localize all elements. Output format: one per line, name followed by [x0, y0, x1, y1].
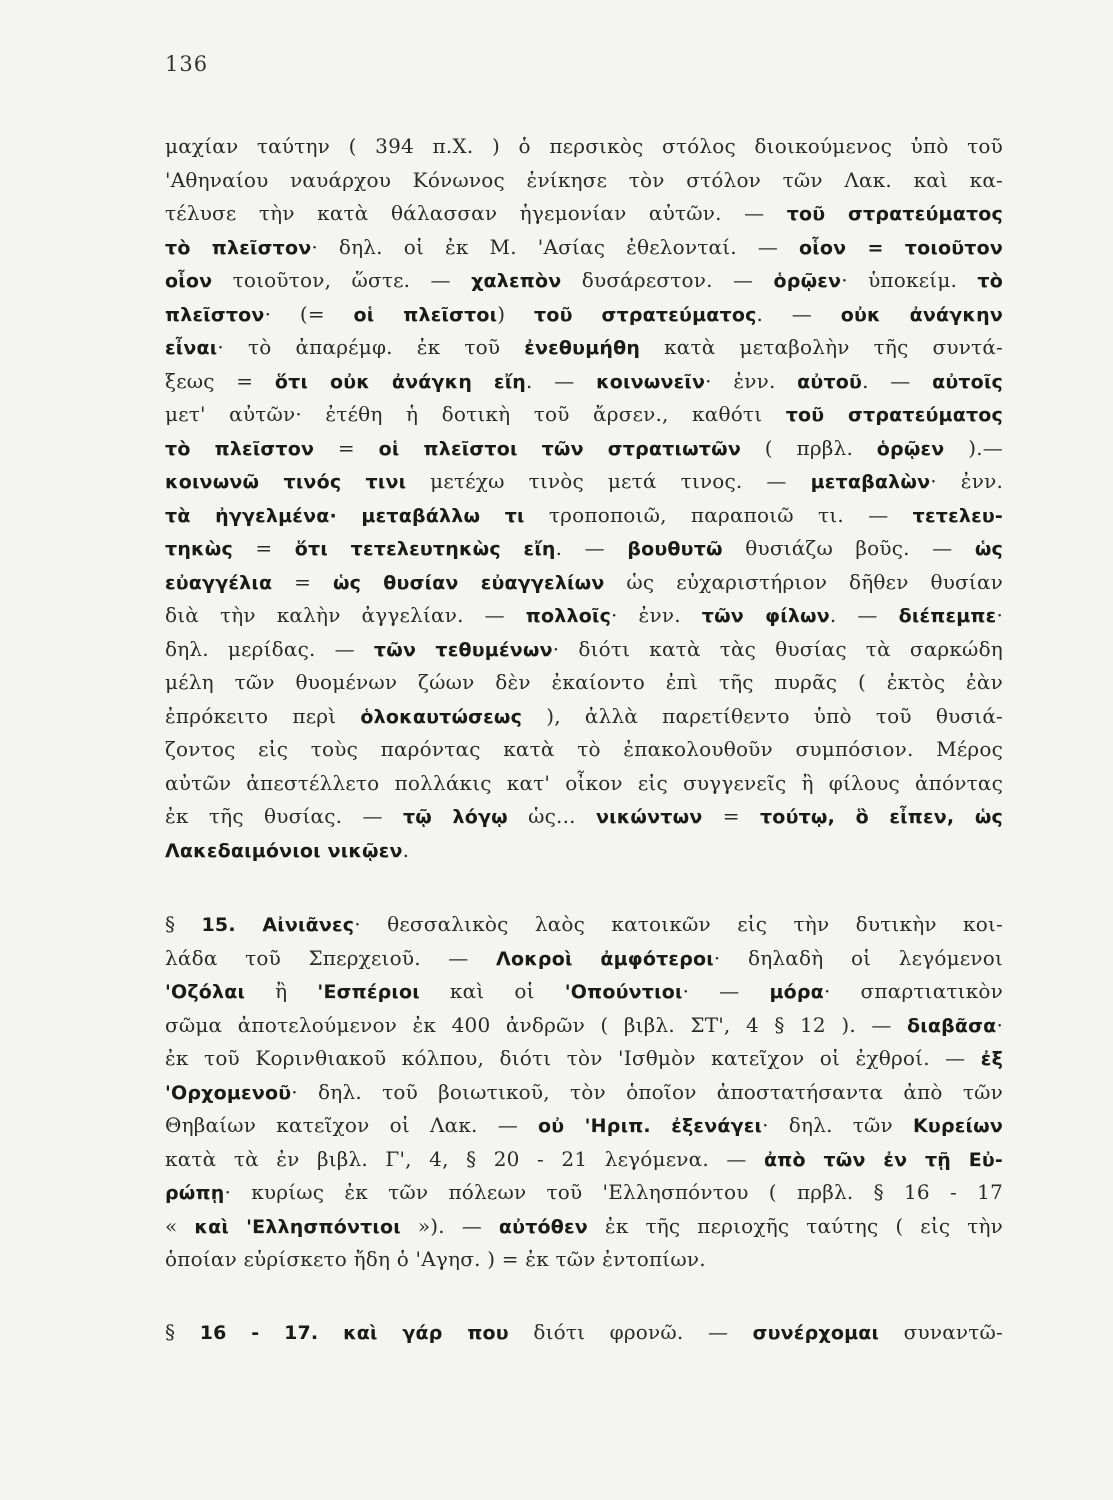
text-line: « καὶ 'Ελλησπόντιοι »). — αὐτόθεν ἐκ τῆς περιοχῆς ταύτης ( εἰς τὴν	[165, 1213, 1003, 1238]
text-line: ὁποίαν εὑρίσκετο ἤδη ὁ 'Αγησ. ) = ἐκ τῶν ἐντοπίων.	[165, 1247, 706, 1271]
bold-term: Λοκροὶ ἀμφότεροι	[496, 947, 714, 970]
bold-term: Κυρείων	[913, 1115, 1003, 1137]
bold-term: καὶ 'Ελλησπόντιοι	[194, 1215, 401, 1238]
bold-term: ὅτι τετελευτηκὼς εἴη	[294, 538, 556, 560]
bold-term: οὐ 'Ηριπ. ἐξενάγει	[538, 1115, 763, 1137]
bold-term: τῶν τεθυμένων	[373, 638, 553, 661]
bold-term: οἱ πλεῖστοι	[353, 303, 498, 326]
bold-term: βουθυτῶ	[627, 538, 723, 560]
text-line: μέλη τῶν θυομένων ζώων δὲν ἐκαίοντο ἐπὶ τῆς πυρᾶς ( ἐκτὸς ἐὰν	[165, 670, 1003, 694]
text-line: κοινωνῶ τινός τινι μετέχω τινὸς μετά τινος. — μεταβαλὼν· ἐνν.	[165, 469, 1003, 493]
text-line: εὐαγγέλια = ὡς θυσίαν εὐαγγελίων ὡς εὐχαριστήριον δῆθεν θυσίαν	[165, 569, 1003, 594]
text-line: εἶναι· τὸ ἀπαρέμφ. ἐκ τοῦ ἐνεθυμήθη κατὰ μεταβολὴν τῆς συντά-	[165, 335, 1003, 359]
paragraph-commentary-1	[165, 130, 1003, 867]
bold-term: ὁρῷεν	[876, 437, 945, 460]
bold-term: τηκὼς	[165, 538, 233, 560]
bold-term: τὰ ἠγγελμένα· μεταβάλλω τι	[165, 504, 525, 527]
bold-term: συνέρχομαι	[752, 1322, 880, 1344]
bold-term: ἐνεθυμήθη	[524, 337, 641, 359]
bold-term: αὐτόθεν	[498, 1215, 588, 1238]
bold-term: εὐαγγέλια	[165, 571, 273, 594]
text-line: ρώπῃ· κυρίως ἐκ τῶν πόλεων τοῦ 'Ελλησπόντου ( πρβλ. § 16 - 17	[165, 1180, 1003, 1204]
page-number: 136	[165, 52, 209, 76]
bold-term: 'Οπούντιοι	[564, 981, 683, 1003]
paragraph-section-15	[165, 908, 1003, 1277]
bold-term: τοῦ στρατεύματος	[534, 303, 757, 326]
bold-term: μόρα	[769, 981, 824, 1003]
bold-term: Λακεδαιμόνιοι νικῷεν	[165, 839, 403, 862]
bold-term: οὐκ ἀνάγκην	[840, 303, 1003, 326]
bold-term: ὅτι οὐκ ἀνάγκη εἴη	[274, 370, 527, 393]
bold-term: ἀπὸ τῶν ἐν τῇ Εὐ-	[764, 1148, 1003, 1171]
bold-term: οἷον	[165, 270, 213, 292]
bold-term: νικώντων	[595, 806, 703, 828]
text-line: τὸ πλεῖστον = οἱ πλεῖστοι τῶν στρατιωτῶν ( πρβλ. ὁρῷεν ).—	[165, 435, 1003, 460]
paragraph-section-16-17	[165, 1316, 1003, 1350]
bold-term: τῶν φίλων	[701, 605, 830, 627]
text-line: ἐκ τοῦ Κορινθιακοῦ κόλπου, διότι τὸν 'Ισθμὸν κατεῖχον οἱ ἐχθροί. — ἐξ	[165, 1046, 1003, 1070]
bold-term: μεταβαλὼν	[810, 471, 931, 493]
text-line: ζοντος εἰς τοὺς παρόντας κατὰ τὸ ἐπακολουθοῦν συμπόσιον. Μέρος	[165, 737, 1003, 761]
text-line: ξεως = ὅτι οὐκ ἀνάγκη εἴη. — κοινωνεῖν· ἐνν. αὐτοῦ. — αὐτοῖς	[165, 368, 1003, 393]
bold-term: τὸ	[977, 270, 1003, 292]
bold-term: κοινωνῶ τινός τινι	[165, 471, 407, 493]
bold-term: ἐξ	[980, 1048, 1003, 1070]
text-line: μαχίαν ταύτην ( 394 π.Χ. ) ὁ περσικὸς στόλος διοικούμενος ὑπὸ τοῦ	[165, 134, 1003, 158]
bold-term: τοῦ στρατεύματος	[786, 203, 1003, 225]
text-line: σῶμα ἀποτελούμενον ἐκ 400 ἀνδρῶν ( βιβλ. ΣΤ', 4 § 12 ). — διαβᾶσα·	[165, 1012, 1003, 1037]
bold-term: 15. Αἰνιᾶνες	[201, 914, 355, 936]
text-line: § 15. Αἰνιᾶνες· θεσσαλικὸς λαὸς κατοικῶν εἰς τὴν δυτικὴν κοι-	[165, 912, 1003, 936]
text-line: Θηβαίων κατεῖχον οἱ Λακ. — οὐ 'Ηριπ. ἐξενάγει· δηλ. τῶν Κυρείων	[165, 1113, 1003, 1137]
text-line: τὰ ἠγγελμένα· μεταβάλλω τι τροποποιῶ, παραποιῶ τι. — τετελευ-	[165, 502, 1003, 527]
text-line: 'Αθηναίου ναυάρχου Κόνωνος ἐνίκησε τὸν στόλον τῶν Λακ. καὶ κα-	[165, 167, 1003, 192]
bold-term: τούτῳ, ὃ εἶπεν, ὡς	[759, 806, 1003, 828]
bold-term: εἶναι	[165, 337, 218, 359]
text-line: μετ' αὐτῶν· ἐτέθη ἡ δοτικὴ τοῦ ἄρσεν., καθότι τοῦ στρατεύματος	[165, 402, 1003, 426]
bold-term: οἷον = τοιοῦτον	[798, 236, 1003, 259]
text-line: ἐπρόκειτο περὶ ὁλοκαυτώσεως ), ἀλλὰ παρετίθεντο ὑπὸ τοῦ θυσιά-	[165, 703, 1003, 728]
bold-term: οἱ πλεῖστοι τῶν στρατιωτῶν	[378, 437, 741, 460]
text-line: Λακεδαιμόνιοι νικῷεν.	[165, 837, 410, 862]
bold-term: 'Εσπέριοι	[317, 981, 420, 1003]
text-line: αὐτῶν ἀπεστέλλετο πολλάκις κατ' οἶκον εἰς συγγενεῖς ἢ φίλους ἀπόντας	[165, 770, 1003, 795]
bold-term: αὐτοῦ	[797, 370, 863, 393]
bold-term: πολλοῖς	[525, 605, 612, 627]
bold-term: τὸ πλεῖστον	[165, 437, 315, 460]
text-line: 'Οζόλαι ἢ 'Εσπέριοι καὶ οἱ 'Οπούντιοι· — μόρα· σπαρτιατικὸν	[165, 979, 1003, 1003]
bold-term: πλεῖστον	[165, 303, 265, 326]
text-line: κατὰ τὰ ἐν βιβλ. Γ', 4, § 20 - 21 λεγόμενα. — ἀπὸ τῶν ἐν τῇ Εὐ-	[165, 1146, 1003, 1171]
bold-term: ρώπῃ	[165, 1182, 225, 1204]
bold-term: ὁλοκαυτώσεως	[360, 705, 523, 728]
bold-term: τετελευ-	[912, 504, 1003, 527]
bold-term: ὡς θυσίαν εὐαγγελίων	[332, 571, 605, 594]
bold-term: 'Ορχομενοῦ	[165, 1081, 292, 1104]
text-line: οἷον τοιοῦτον, ὥστε. — χαλεπὸν δυσάρεστον. — ὁρῷεν· ὑποκείμ. τὸ	[165, 268, 1003, 292]
text-line: λάδα τοῦ Σπερχειοῦ. — Λοκροὶ ἀμφότεροι· δηλαδὴ οἱ λεγόμενοι	[165, 945, 1003, 970]
text-line: δηλ. μερίδας. — τῶν τεθυμένων· διότι κατὰ τὰς θυσίας τὰ σαρκώδη	[165, 636, 1003, 661]
text-line: § 16 - 17. καὶ γάρ που διότι φρονῶ. — συνέρχομαι συναντῶ-	[165, 1320, 1003, 1344]
text-line: τέλυσε τὴν κατὰ θάλασσαν ἡγεμονίαν αὐτῶν. — τοῦ στρατεύματος	[165, 201, 1003, 225]
text-line: ἐκ τῆς θυσίας. — τῷ λόγῳ ὡς... νικώντων = τούτῳ, ὃ εἶπεν, ὡς	[165, 804, 1003, 828]
bold-term: 16 - 17. καὶ γάρ που	[199, 1322, 509, 1344]
text-line: τηκὼς = ὅτι τετελευτηκὼς εἴη. — βουθυτῶ θυσιάζω βοῦς. — ὡς	[165, 536, 1003, 560]
text-line: διὰ τὴν καλὴν ἀγγελίαν. — πολλοῖς· ἐνν. τῶν φίλων. — διέπεμπε·	[165, 603, 1003, 627]
bold-term: τῷ λόγῳ	[402, 806, 508, 828]
bold-term: ὡς	[974, 538, 1003, 560]
bold-term: τὸ πλεῖστον	[165, 236, 312, 259]
bold-term: κοινωνεῖν	[596, 370, 706, 393]
text-line: 'Ορχομενοῦ· δηλ. τοῦ βοιωτικοῦ, τὸν ὁποῖον ἀποστατήσαντα ἀπὸ τῶν	[165, 1079, 1003, 1104]
bold-term: 'Οζόλαι	[165, 981, 246, 1003]
bold-term: χαλεπὸν	[471, 270, 562, 292]
text-line: τὸ πλεῖστον· δηλ. οἱ ἐκ Μ. 'Ασίας ἐθελονταί. — οἷον = τοιοῦτον	[165, 234, 1003, 259]
bold-term: διαβᾶσα	[907, 1014, 997, 1037]
bold-term: αὐτοῖς	[932, 370, 1003, 393]
text-line: πλεῖστον· (= οἱ πλεῖστοι) τοῦ στρατεύματος. — οὐκ ἀνάγκην	[165, 301, 1003, 326]
bold-term: τοῦ στρατεύματος	[785, 404, 1003, 426]
bold-term: διέπεμπε	[898, 605, 997, 627]
bold-term: ὁρῷεν	[773, 270, 842, 292]
